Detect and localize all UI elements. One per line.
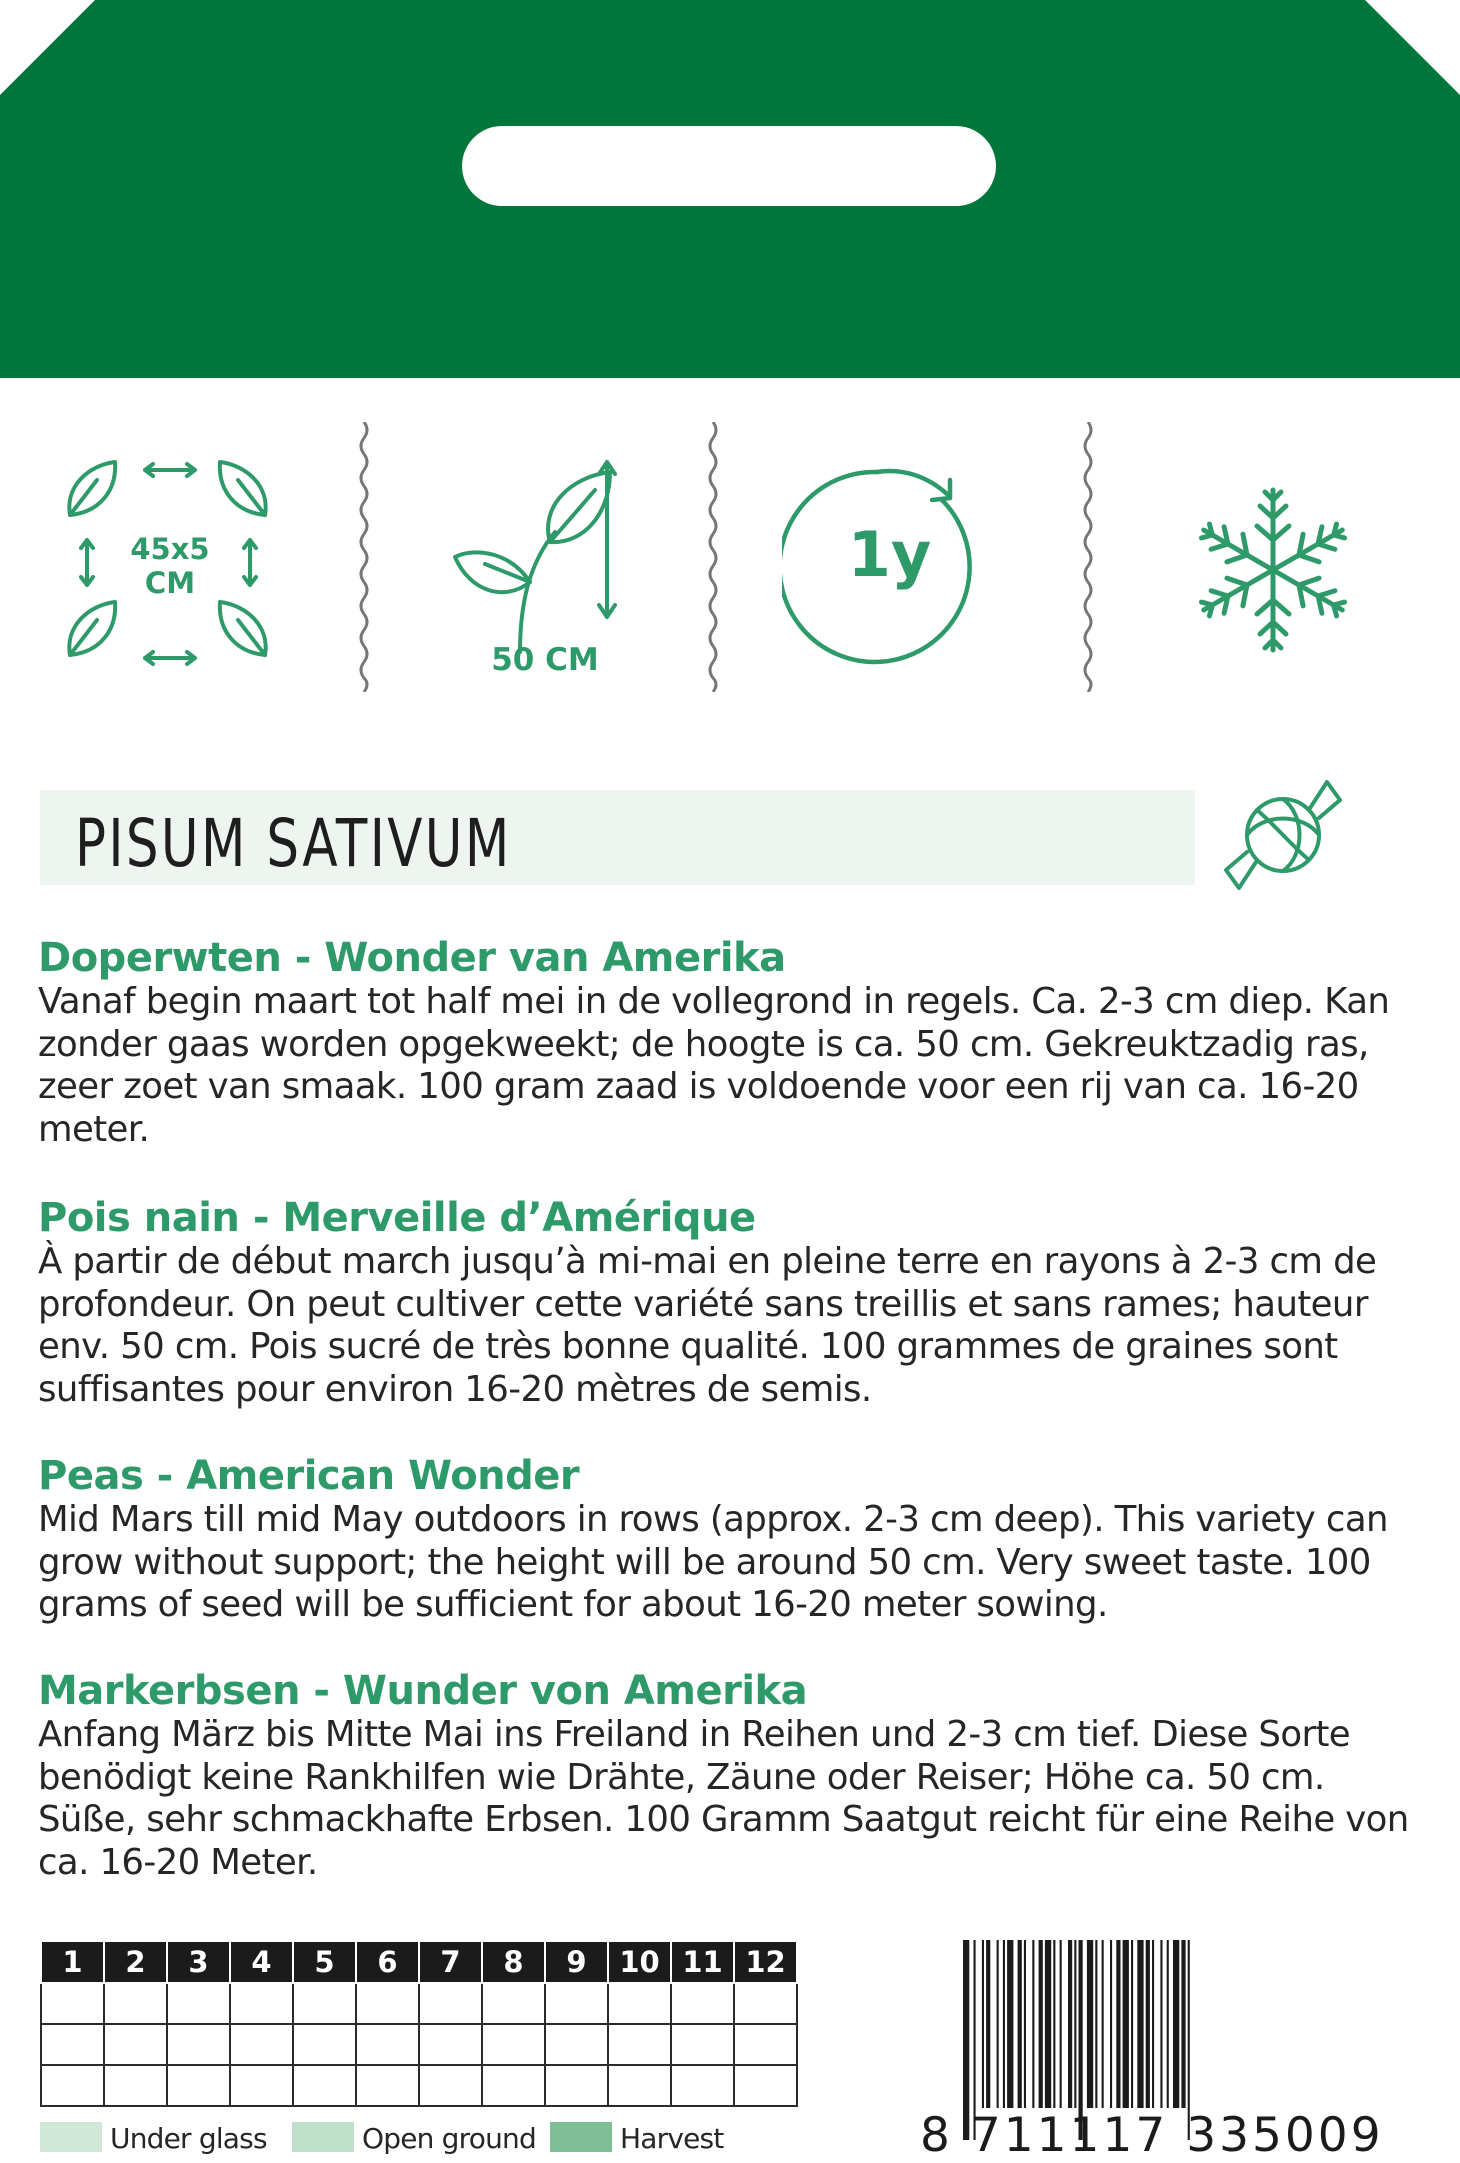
section-text: Vanaf begin maart tot half mei in de vollegrond in regels. Ca. 2-3 cm diep. Kan zonder gaas worden opgekweekt; de hoogte is ca. 50 cm. Gekreuktzadig ras, zeer zoet van smaak. 100 gram zaad is voldoende voor een rij van ca. 16-20 meter.: [38, 981, 1390, 1150]
calendar-cell: [41, 1983, 104, 2024]
calendar-month-7: 7: [419, 1941, 482, 1983]
barcode-bar: [1137, 1940, 1143, 2108]
barcode-bar: [1087, 1940, 1093, 2108]
calendar-month-5: 5: [293, 1941, 356, 1983]
lifecycle-label: 1y: [847, 518, 932, 591]
calendar-cell: [608, 2024, 671, 2065]
legend-swatch: [292, 2122, 354, 2152]
calendar-table: [40, 1940, 798, 2107]
barcode-bar: [1152, 1940, 1154, 2108]
section-text: À partir de début march jusqu’à mi-mai en pleine terre en rayons à 2-3 cm de profondeur. On peut cultiver cette variété sans treillis et sans rames; hauteur env. 50 cm. Pois sucré de très bonne qualité. 100 grammes de graines sont suffisantes pour environ 16-20 mètres de semis.: [38, 1241, 1377, 1410]
calendar-cell: [671, 1983, 734, 2024]
barcode-bar: [1110, 1940, 1112, 2108]
section-title: Markerbsen - Wunder von Amerika: [38, 1668, 808, 1714]
calendar-month-3: 3: [167, 1941, 230, 1983]
barcode-bar: [982, 1940, 984, 2108]
calendar-cell: [419, 2065, 482, 2106]
barcode-bar: [1131, 1940, 1133, 2108]
calendar-month-9: 9: [545, 1941, 608, 1983]
calendar-cell: [482, 2024, 545, 2065]
spacing-label: [115, 532, 225, 600]
barcode-bar: [986, 1940, 990, 2108]
spacing-label-unit: CM: [144, 566, 196, 600]
barcode-bar: [1018, 1940, 1022, 2108]
calendar-month-4: 4: [230, 1941, 293, 1983]
growing-info-icons: [0, 420, 1460, 700]
barcode-bar: [1160, 1940, 1162, 2108]
calendar-cell: [671, 2065, 734, 2106]
calendar-cell: [230, 2065, 293, 2106]
wavy-divider: [1078, 422, 1098, 692]
barcode-bar: [1007, 1940, 1013, 2108]
calendar-cell: [608, 1983, 671, 2024]
hang-hole: [462, 126, 996, 206]
calendar-month-1: 1: [41, 1941, 104, 1983]
calendar-cell: [356, 2065, 419, 2106]
plant-spacing-icon: [55, 420, 285, 700]
calendar-cell: [734, 2065, 797, 2106]
calendar-cell: [608, 2065, 671, 2106]
calendar-cell: [671, 2024, 734, 2065]
calendar-cell: [230, 2024, 293, 2065]
calendar-cell: [104, 1983, 167, 2024]
calendar-month-12: 12: [734, 1941, 797, 1983]
barcode-bar: [1045, 1940, 1051, 2108]
section-title: Peas - American Wonder: [38, 1453, 580, 1499]
barcode-bar: [997, 1940, 999, 2108]
calendar-cell: [230, 1983, 293, 2024]
header-corner-cut-left: [0, 0, 95, 95]
wavy-divider: [354, 422, 374, 692]
barcode-bar: [1116, 1940, 1120, 2108]
calendar-cell: [293, 2065, 356, 2106]
description-english: [38, 1453, 1413, 1627]
calendar-cell: [293, 2024, 356, 2065]
barcode-bar: [1181, 1940, 1185, 2108]
barcode-bar: [1053, 1940, 1055, 2108]
calendar-cell: [167, 1983, 230, 2024]
barcode-bar: [1123, 1940, 1129, 2108]
calendar-cell: [734, 2024, 797, 2065]
barcode-bar: [1167, 1940, 1169, 2108]
legend-label: Under glass: [110, 2122, 267, 2155]
calendar-cell: [545, 1983, 608, 2024]
description-french: [38, 1195, 1413, 1411]
barcode-bar: [1173, 1940, 1179, 2108]
calendar-cell: [167, 2024, 230, 2065]
calendar-cell: [104, 2065, 167, 2106]
barcode-bar: [1102, 1940, 1104, 2108]
legend-swatch: [40, 2122, 102, 2152]
barcode-bar: [1060, 1940, 1062, 2108]
annual-cycle-icon: [782, 420, 997, 700]
calendar-cell: [104, 2024, 167, 2065]
header-corner-cut-right: [1365, 0, 1460, 95]
calendar-cell: [419, 1983, 482, 2024]
barcode-bar: [1032, 1940, 1034, 2108]
legend-label: Harvest: [620, 2122, 724, 2155]
calendar-cell: [545, 2065, 608, 2106]
calendar-cell: [167, 2065, 230, 2106]
sowing-calendar: [40, 1940, 808, 2120]
section-text: Anfang März bis Mitte Mai ins Freiland in Reihen und 2-3 cm tief. Diese Sorte benödigt keine Rankhilfen wie Drähte, Zäune oder Reiser; Höhe ca. 50 cm. Süße, sehr schmackhafte Erbsen. 100 Gramm Saatgut reicht für eine Reihe von ca. 16-20 Meter.: [38, 1714, 1409, 1883]
height-label: 50 CM: [491, 642, 599, 678]
calendar-cell: [293, 1983, 356, 2024]
packet-header: [0, 0, 1460, 378]
barcode-bar: [1074, 1940, 1076, 2108]
spacing-label-value: 45x5: [130, 532, 210, 566]
barcode-bar: [1068, 1940, 1072, 2108]
barcode-bar: [1024, 1940, 1026, 2108]
calendar-cell: [482, 2065, 545, 2106]
section-title: Pois nain - Merveille d’Amérique: [38, 1195, 756, 1241]
section-text: Mid Mars till mid May outdoors in rows (approx. 2-3 cm deep). This variety can grow without support; the height will be around 50 cm. Very sweet taste. 100 grams of seed will be sufficient for about 16-20 meter sowing.: [38, 1499, 1388, 1625]
calendar-month-11: 11: [671, 1941, 734, 1983]
barcode-bar: [1146, 1940, 1150, 2108]
barcode-bar: [1095, 1940, 1097, 2108]
calendar-cell: [356, 2024, 419, 2065]
description-german: [38, 1668, 1413, 1884]
plant-height-icon: [445, 420, 645, 700]
calendar-row-open-ground: [41, 2024, 797, 2065]
calendar-month-row: [41, 1941, 797, 1983]
barcode-number: 8 711117 335009: [920, 2108, 1384, 2163]
calendar-cell: [41, 2024, 104, 2065]
calendar-row-harvest: [41, 2065, 797, 2106]
wavy-divider: [703, 422, 723, 692]
barcode-bar: [1039, 1940, 1043, 2108]
latin-name: PISUM SATIVUM: [75, 805, 512, 882]
calendar-cell: [734, 1983, 797, 2024]
calendar-month-8: 8: [482, 1941, 545, 1983]
barcode-bar: [1003, 1940, 1005, 2108]
calendar-cell: [482, 1983, 545, 2024]
description-dutch: [38, 935, 1413, 1151]
calendar-row-under-glass: [41, 1983, 797, 2024]
calendar-month-2: 2: [104, 1941, 167, 1983]
sweet-candy-icon: [1215, 770, 1350, 900]
legend-swatch: [550, 2122, 612, 2152]
calendar-cell: [356, 1983, 419, 2024]
calendar-month-10: 10: [608, 1941, 671, 1983]
calendar-legend: [40, 2120, 800, 2154]
calendar-month-6: 6: [356, 1941, 419, 1983]
calendar-cell: [545, 2024, 608, 2065]
snowflake-icon: [1188, 420, 1358, 700]
legend-label: Open ground: [362, 2122, 536, 2155]
calendar-cell: [419, 2024, 482, 2065]
section-title: Doperwten - Wonder van Amerika: [38, 935, 786, 981]
calendar-cell: [41, 2065, 104, 2106]
